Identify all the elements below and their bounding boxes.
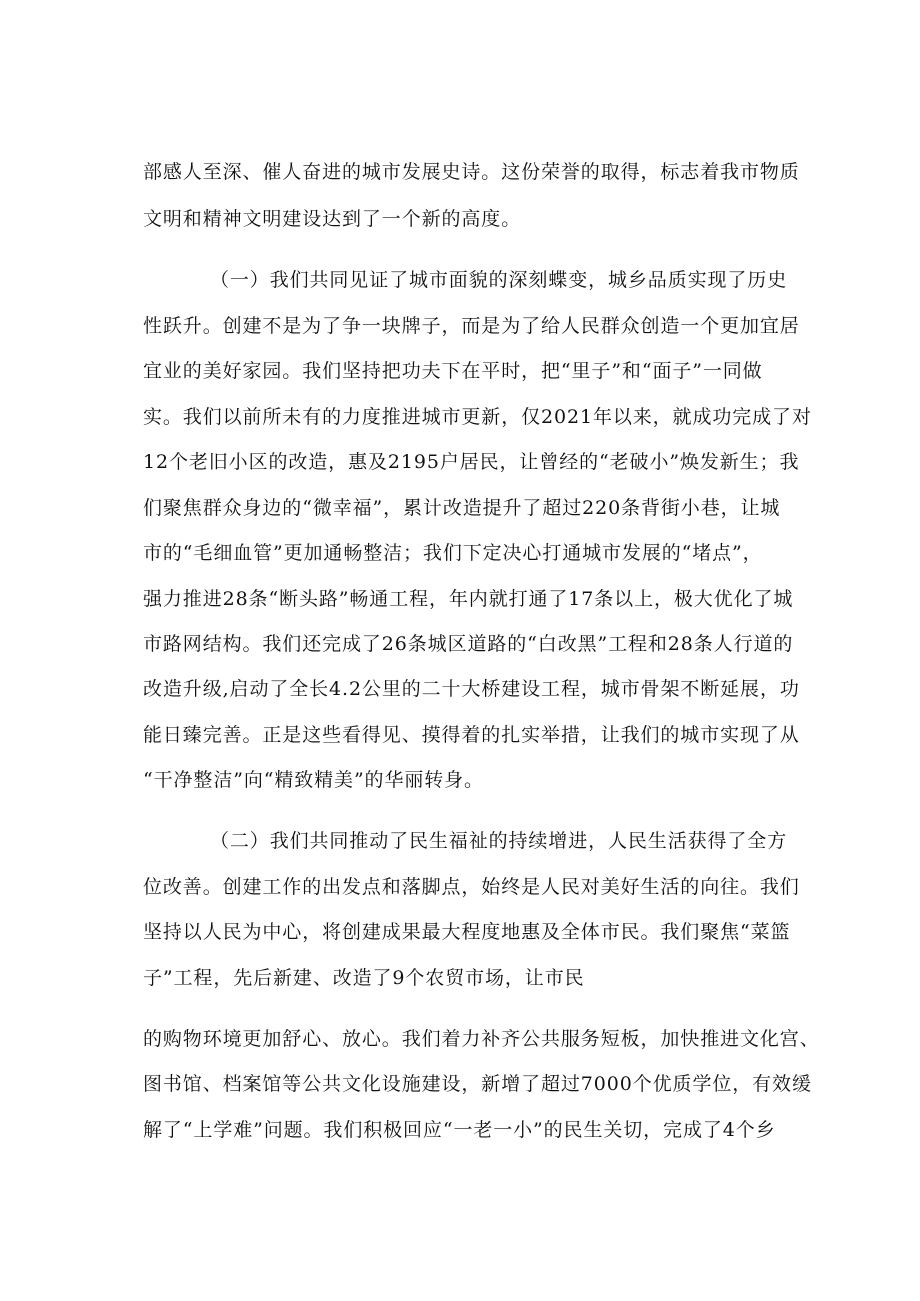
text-line: 市的“毛细血管”更加通畅整洁；我们下定决心打通城市发展的“堵点”，: [143, 542, 763, 564]
text-line: 改造升级,启动了全长4.2公里的二十大桥建设工程，城市骨架不断延展，功: [143, 678, 800, 700]
paragraph-heading-2: （二）我们共同推动了民生福祉的持续增进，人民生活获得了全方: [210, 830, 788, 852]
text-line: 们聚焦群众身边的“微幸福”，累计改造提升了超过220条背街小巷，让城: [143, 497, 781, 519]
text-line: “干净整洁”向“精致精美”的华丽转身。: [143, 769, 484, 791]
text-line: 解了“上学难”问题。我们积极回应“一老一小”的民生关切，完成了4个乡: [143, 1119, 776, 1141]
text-line: 市路网结构。我们还完成了26条城区道路的“白改黑”工程和28条人行道的: [143, 633, 794, 655]
text-line: 子”工程，先后新建、改造了9个农贸市场，让市民: [143, 967, 585, 989]
text-line: 图书馆、档案馆等公共文化设施建设，新增了超过7000个优质学位，有效缓: [143, 1073, 812, 1095]
text-line: 坚持以人民为中心，将创建成果最大程度地惠及全体市民。我们聚焦“菜篮: [143, 921, 791, 943]
text-line: 宜业的美好家园。我们坚持把功夫下在平时，把“里子”和“面子”一同做: [143, 360, 763, 382]
text-line: 能日臻完善。正是这些看得见、摸得着的扎实举措，让我们的城市实现了从: [143, 724, 800, 746]
text-line: 文明和精神文明建设达到了一个新的高度。: [143, 208, 522, 230]
text-line: 实。我们以前所未有的力度推进城市更新，仅2021年以来，就成功完成了对: [143, 406, 812, 428]
text-line: 位改善。创建工作的出发点和落脚点，始终是人民对美好生活的向往。我们: [143, 876, 800, 898]
text-line: 12个老旧小区的改造，惠及2195户居民，让曾经的“老破小”焕发新生；我: [143, 451, 800, 473]
text-line: 部感人至深、催人奋进的城市发展史诗。这份荣誉的取得，标志着我市物质: [143, 161, 800, 183]
text-line: 的购物环境更加舒心、放心。我们着力补齐公共服务短板，加快推进文化宫、: [143, 1028, 820, 1050]
text-line: 性跃升。创建不是为了争一块牌子，而是为了给人民群众创造一个更加宜居: [143, 315, 800, 337]
paragraph-heading-1: （一）我们共同见证了城市面貌的深刻蝶变，城乡品质实现了历史: [210, 269, 788, 291]
text-line: 强力推进28条“断头路”畅通工程，年内就打通了17条以上，极大优化了城: [143, 588, 794, 610]
